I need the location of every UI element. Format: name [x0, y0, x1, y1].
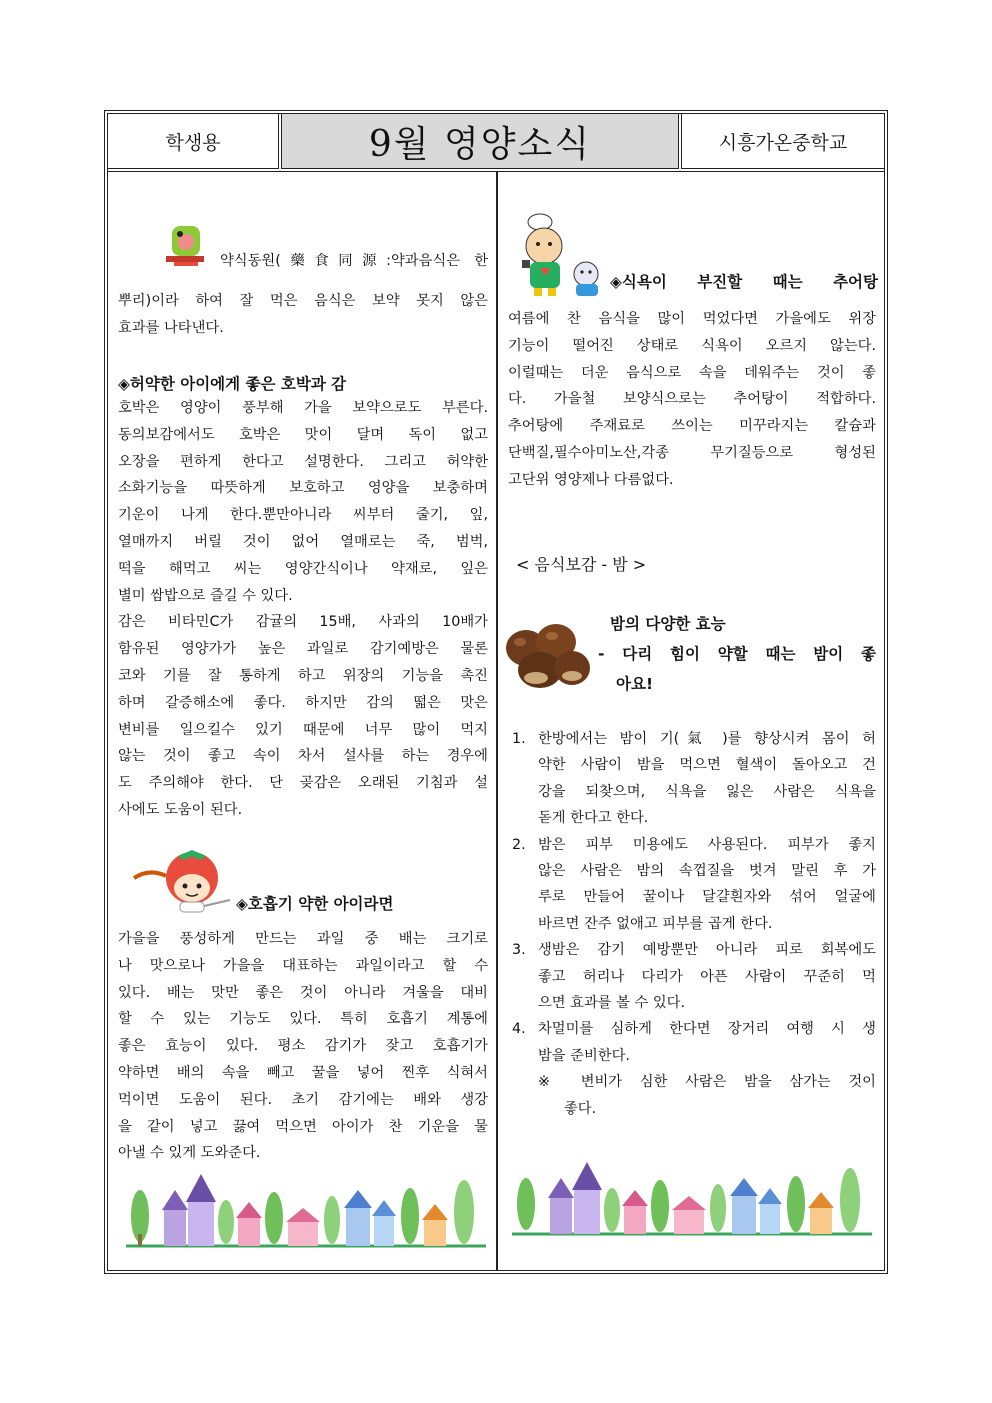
body-line: 별미 쌈밥으로 즐길 수 있다. [118, 587, 293, 604]
body-line: 않는 것이 좋고 속이 차서 설사를 하는 경우에 [118, 748, 488, 765]
list-line: 약한 사람이 밤을 먹으면 혈색이 돌아오고 건 [538, 757, 876, 774]
list-line: 차멀미를 심하게 한다면 장거리 여행 시 생 [538, 1021, 876, 1038]
list-item [512, 832, 876, 938]
list-line: 으면 효과를 볼 수 있다. [538, 995, 686, 1012]
page-title: 9월 영양소식 [281, 113, 679, 169]
list-item [512, 937, 876, 1016]
chestnut-subheading-cont: 아요! [616, 675, 654, 693]
chef-character-illustration [518, 212, 608, 300]
body-line: 단백질,필수아미노산,각종 무기질등으로 형성된 [508, 444, 876, 461]
chestnut-heading: 밤의 다양한 효능 [610, 615, 726, 633]
body-line: 변비를 일으킬수 있기 때문에 너무 많이 먹지 [118, 721, 488, 738]
school-name: 시흥가온중학교 [681, 113, 885, 169]
body-line: 사에도 도움이 된다. [118, 801, 243, 818]
body-line: 호박은 영양이 풍부해 가을 보약으로도 부른다. [118, 400, 488, 416]
list-line: 한방에서는 밤이 기(氣 )를 향상시켜 몸이 허 [538, 731, 876, 747]
list-line: 좋고 허리나 다리가 아픈 사람이 꾸준히 먹 [538, 968, 876, 985]
body-line: 함유된 영양가가 높은 과일로 감기예방은 물론 [118, 641, 488, 658]
body-line: 오장을 편하게 한다고 설명한다. 그리고 허약한 [118, 453, 488, 470]
note-line: ※ 변비가 심한 사람은 밤을 삼가는 것이 [538, 1074, 876, 1091]
village-illustration-left [126, 1172, 486, 1250]
list-line: 않은 사람은 밤의 속껍질을 벗겨 말린 후 가 [538, 863, 876, 880]
tomato-character-illustration [130, 848, 238, 918]
section-pumpkin-body [118, 395, 488, 824]
intro-line: 효과를 나타낸다. [118, 319, 224, 336]
section-respiratory-title: ◈호흡기 약한 아이라면 [236, 895, 394, 913]
body-line: 기능이 떨어진 상태로 식욕이 오르지 않는다. [508, 337, 876, 354]
intro-line: 뿌리)이라 하여 잘 먹은 음식은 보약 못지 않은 [118, 293, 488, 309]
list-line: 밤을 준비한다. [538, 1047, 630, 1064]
section-appetite-title: ◈식욕이 부진할 때는 추어탕 [610, 273, 878, 291]
note-line: 좋다. [564, 1100, 597, 1117]
body-line: 을 같이 넣고 끓여 먹으면 아이가 찬 기운을 물 [118, 1118, 488, 1135]
body-line: 먹이면 도움이 된다. 초기 감기에는 배와 생강 [118, 1091, 488, 1108]
body-line: 여름에 찬 음식을 많이 먹었다면 가을에도 위장 [508, 311, 876, 327]
list-line: 밤은 피부 미용에도 사용된다. 피부가 좋지 [538, 836, 876, 853]
note-item [512, 1069, 876, 1122]
food-section-title: < 음식보감 - 밤 > [516, 555, 647, 574]
body-line: 있다. 배는 맛만 좋은 것이 아니라 겨울을 대비 [118, 984, 488, 1001]
list-item [512, 726, 876, 832]
audience-label: 학생용 [107, 113, 279, 169]
chestnut-subheading: - 다리 힘이 약할 때는 밤이 좋 [598, 645, 876, 663]
body-line: 감은 비타민C가 감귤의 15배, 사과의 10배가 [118, 614, 488, 631]
body-line: 열매까지 버릴 것이 없어 열매로는 죽, 범벅, [118, 533, 488, 550]
body-line: 기운이 나게 한다.뿐만아니라 씨부터 줄기, 잎, [118, 507, 488, 524]
body-line: 아낼 수 있게 도와준다. [118, 1145, 261, 1162]
list-line: 돋게 한다고 한다. [538, 810, 649, 827]
body-line: 나 맛으로나 가을을 대표하는 과일이라고 할 수 [118, 957, 488, 974]
body-line: 하며 갈증해소에 좋다. 하지만 감의 떫은 맛은 [118, 694, 488, 711]
body-line: 다. 가을철 보양식으로는 추어탕이 적합하다. [508, 391, 876, 408]
body-line: 가을을 풍성하게 만드는 과일 중 배는 크기로 [118, 931, 488, 947]
body-line: 이럴때는 더운 음식으로 속을 데워주는 것이 좋 [508, 364, 876, 381]
list-line: 바르면 잔주 없애고 피부를 곱게 한다. [538, 915, 773, 932]
body-line: 소화기능을 따뜻하게 보호하고 영양을 보충하며 [118, 480, 488, 497]
body-line: 도 주의해야 한다. 단 곶감은 오래된 기침과 설 [118, 775, 488, 792]
list-line: 루로 만들어 꿀이나 달걀흰자와 섞어 얼굴에 [538, 889, 876, 906]
list-number: 1. [512, 731, 526, 747]
list-line: 강을 되찾으며, 식욕을 잃은 사람은 식욕을 [538, 783, 876, 800]
intro-first-line [220, 248, 488, 275]
list-number: 3. [512, 942, 526, 959]
intro-text [118, 288, 488, 342]
frog-illustration [164, 220, 208, 268]
body-line: 좋은 효능이 있다. 평소 감기가 잦고 호흡기가 [118, 1038, 488, 1055]
body-line: 고단위 영양제나 다름없다. [508, 471, 674, 488]
list-number: 4. [512, 1021, 526, 1038]
section-pumpkin-title: ◈허약한 아이에게 좋은 호박과 감 [118, 375, 347, 393]
chestnut-image [500, 612, 596, 696]
body-line: 떡을 해먹고 씨는 영양간식이나 약재로, 잎은 [118, 560, 488, 577]
body-line: 약하면 배의 속을 빼고 꿀을 넣어 찐후 식혀서 [118, 1064, 488, 1081]
list-item [512, 1016, 876, 1069]
body-line: 할 수 있는 기능도 있다. 특히 호흡기 계통에 [118, 1011, 488, 1028]
body-line: 코와 기를 잘 통하게 하고 위장의 기능을 촉진 [118, 667, 488, 684]
list-number: 2. [512, 836, 526, 853]
newsletter-frame [104, 110, 888, 1274]
intro-first-text: 약식동원(藥食同源:약과음식은 한 [220, 253, 488, 269]
chestnut-benefits-list [512, 726, 876, 1122]
list-line: 생밤은 감기 예방뿐만 아니라 피로 회복에도 [538, 942, 876, 959]
section-respiratory-body [118, 926, 488, 1167]
section-appetite-body [508, 306, 876, 494]
left-column [107, 171, 497, 1271]
right-column [497, 171, 885, 1271]
village-illustration-right [512, 1156, 872, 1238]
body-line: 추어탕에 주재료로 쓰이는 미꾸라지는 칼슘과 [508, 418, 876, 435]
body-line: 동의보감에서도 호박은 맛이 달며 독이 없고 [118, 426, 488, 443]
